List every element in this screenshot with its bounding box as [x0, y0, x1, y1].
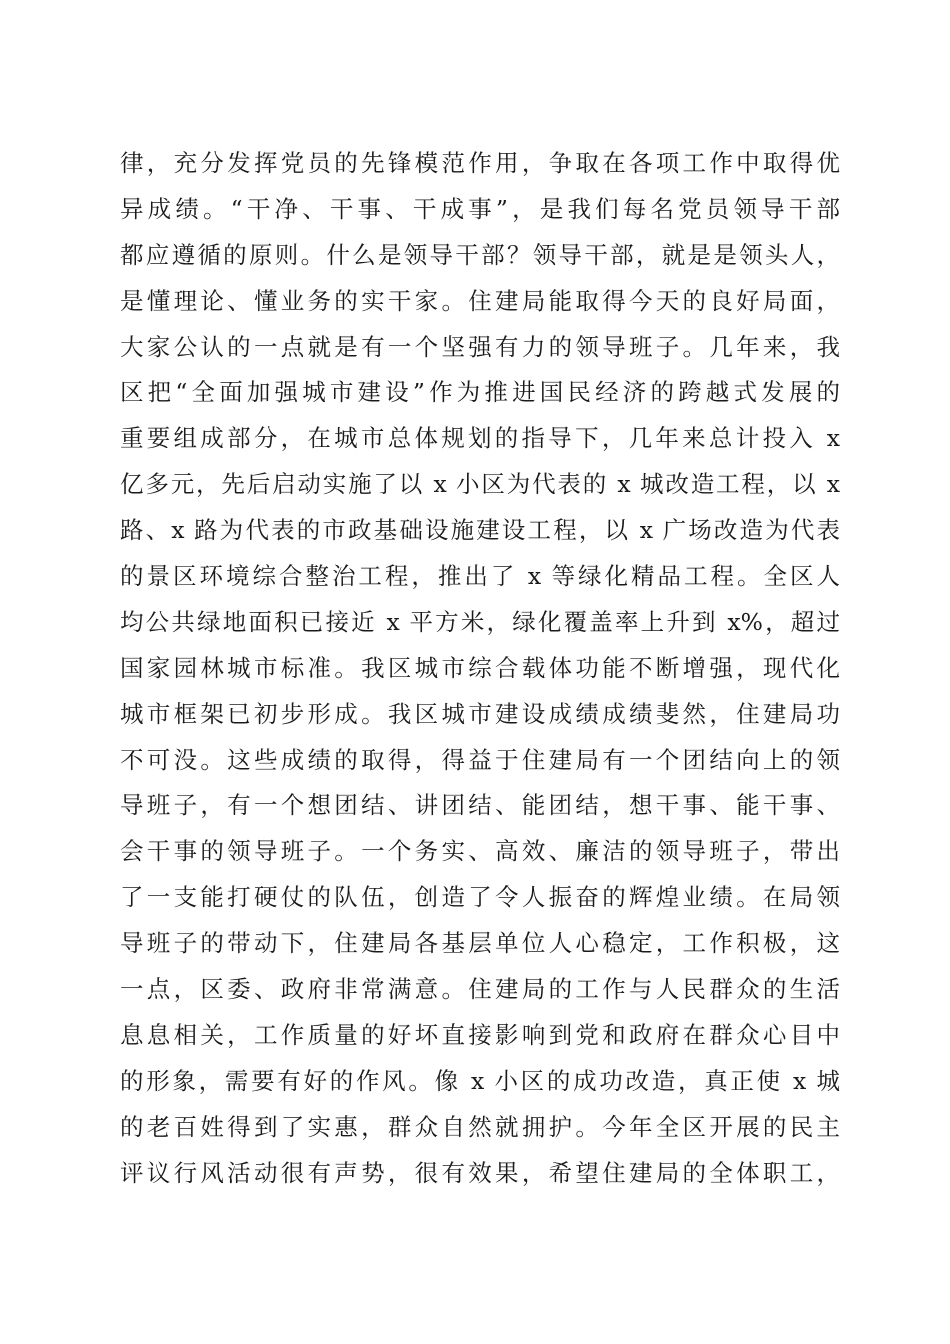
text-line: 是懂理论、懂业务的实干家。住建局能取得今天的良好局面，: [120, 286, 840, 315]
text-line: 重要组成部分，在城市总体规划的指导下，几年来总计投入 x: [120, 424, 840, 453]
text-line: 律，充分发挥党员的先锋模范作用，争取在各项工作中取得优: [120, 149, 840, 177]
text-line: 异成绩。“干净、干事、干成事”，是我们每名党员领导干部: [120, 194, 840, 223]
text-line: 会干事的领导班子。一个务实、高效、廉洁的领导班子，带出: [120, 837, 840, 866]
text-line: 路、x 路为代表的市政基础设施建设工程，以 x 广场改造为代表: [120, 516, 840, 545]
text-line: 导班子的带动下，住建局各基层单位人心稳定，工作积极，这: [120, 929, 840, 958]
text-line: 城市框架已初步形成。我区城市建设成绩成绩斐然，住建局功: [120, 699, 840, 728]
text-line: 的景区环境综合整治工程，推出了 x 等绿化精品工程。全区人: [120, 562, 840, 591]
text-line: 一点，区委、政府非常满意。住建局的工作与人民群众的生活: [120, 975, 840, 1004]
text-line: 大家公认的一点就是有一个坚强有力的领导班子。几年来，我: [120, 332, 840, 361]
body-paragraph: [120, 141, 840, 1196]
text-line: 了一支能打硬仗的队伍，创造了令人振奋的辉煌业绩。在局领: [120, 883, 840, 912]
text-line: 的形象，需要有好的作风。像 x 小区的成功改造，真正使 x 城: [120, 1066, 840, 1095]
text-line: 导班子，有一个想团结、讲团结、能团结，想干事、能干事、: [120, 791, 840, 820]
text-line: 均公共绿地面积已接近 x 平方米，绿化覆盖率上升到 x%，超过: [120, 607, 840, 636]
text-line: 都应遵循的原则。什么是领导干部？领导干部，就是是领头人，: [120, 240, 840, 269]
text-line: 的老百姓得到了实惠，群众自然就拥护。今年全区开展的民主: [120, 1112, 840, 1141]
text-line: 区把“全面加强城市建设”作为推进国民经济的跨越式发展的: [120, 378, 840, 407]
text-line: 息息相关，工作质量的好坏直接影响到党和政府在群众心目中: [120, 1020, 840, 1049]
text-line: 亿多元，先后启动实施了以 x 小区为代表的 x 城改造工程，以 x: [120, 470, 840, 499]
text-line: 不可没。这些成绩的取得，得益于住建局有一个团结向上的领: [120, 745, 840, 774]
text-line: 国家园林城市标准。我区城市综合载体功能不断增强，现代化: [120, 653, 840, 682]
text-line: 评议行风活动很有声势，很有效果，希望住建局的全体职工，: [120, 1158, 840, 1187]
